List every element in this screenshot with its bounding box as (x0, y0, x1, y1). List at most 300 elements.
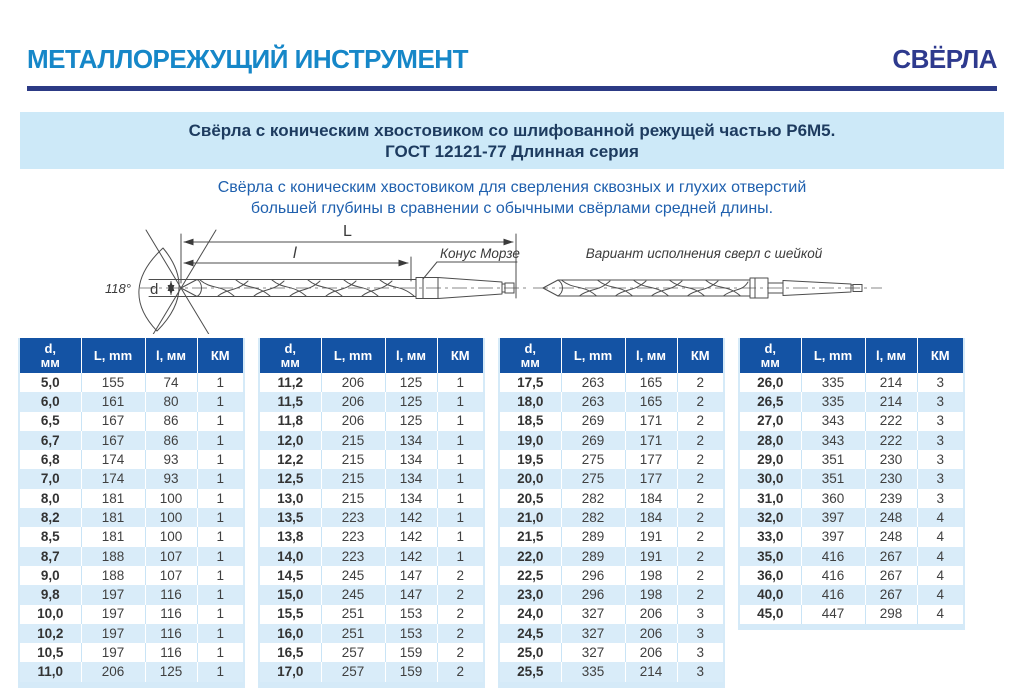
table-row (499, 373, 724, 392)
table-cell: 19,0 (499, 431, 561, 450)
table-cell: 343 (801, 431, 865, 450)
table-cell: 40,0 (739, 585, 801, 604)
table-cell: 26,5 (739, 392, 801, 411)
table-row (499, 624, 724, 643)
table-cell: 100 (145, 527, 197, 546)
table-cell: 116 (145, 624, 197, 643)
table-cell: 3 (917, 392, 964, 411)
table-cell: 13,8 (277, 529, 304, 545)
table-cell: 14,5 (277, 567, 304, 583)
table-row (499, 643, 724, 662)
table-cell: 351 (801, 450, 865, 469)
product-title-line2: ГОСТ 12121-77 Длинная серия (385, 141, 639, 161)
table-cell: 86 (145, 412, 197, 431)
table-cell: 296 (561, 566, 625, 585)
table-cell: 197 (81, 585, 145, 604)
table-row (19, 585, 244, 604)
table-row (739, 431, 964, 450)
table-row (739, 605, 964, 627)
table-cell: 6,8 (40, 452, 60, 468)
table-row (259, 431, 484, 450)
table-cell: 17,5 (517, 374, 544, 390)
table-cell: 36,0 (757, 567, 784, 583)
table-cell: 1 (197, 450, 244, 469)
table-cell: 31,0 (757, 490, 784, 506)
table-cell: 9,8 (19, 585, 81, 604)
table-row (19, 412, 244, 431)
drill-size-table-3 (498, 338, 725, 688)
table-row (499, 605, 724, 624)
drill-size-table-2 (258, 338, 485, 688)
table-cell: 269 (561, 412, 625, 431)
table-cell: 93 (145, 450, 197, 469)
table-cell: 16,0 (259, 624, 321, 643)
table-cell: 1 (197, 547, 244, 566)
table-cell: 2 (677, 527, 724, 546)
table-cell: 214 (865, 373, 917, 392)
table-row (19, 547, 244, 566)
product-title-line1: Свёрла с коническим хвостовиком со шлифованной режущей частью Р6М5. (188, 120, 836, 140)
table-cell: 198 (625, 566, 677, 585)
table-cell: 416 (801, 585, 865, 604)
column-header: L, mm (81, 338, 145, 373)
product-description (0, 177, 1024, 219)
table-row (259, 566, 484, 585)
column-header: КМ (197, 338, 244, 373)
table-row (739, 392, 964, 411)
table-cell: 1 (197, 469, 244, 488)
table-row (259, 469, 484, 488)
drill-drawing-svg (0, 220, 1024, 334)
flute-length-label: l (293, 245, 297, 262)
table-cell: 4 (917, 547, 964, 566)
table-cell: 167 (81, 412, 145, 431)
table-row (739, 508, 964, 527)
drill-size-table-4 (738, 338, 965, 630)
table-cell: 206 (81, 662, 145, 684)
table-cell: 134 (385, 431, 437, 450)
table-cell: 215 (321, 469, 385, 488)
table-cell: 327 (561, 643, 625, 662)
table-cell: 1 (197, 527, 244, 546)
table-cell: 6,7 (19, 431, 81, 450)
table-row (499, 547, 724, 566)
table-cell: 2 (677, 508, 724, 527)
table-cell: 416 (801, 547, 865, 566)
table-cell: 4 (917, 605, 964, 627)
section-title: МЕТАЛЛОРЕЖУЩИЙ ИНСТРУМЕНТ (27, 44, 468, 74)
table-cell: 263 (561, 392, 625, 411)
table-cell: 27,0 (757, 413, 784, 429)
table-cell: 2 (677, 392, 724, 411)
table-cell: 74 (145, 373, 197, 392)
page-header (27, 0, 997, 91)
table-cell: 33,0 (757, 529, 784, 545)
table-cell: 20,5 (517, 490, 544, 506)
table-cell: 3 (917, 431, 964, 450)
table-cell: 125 (145, 662, 197, 684)
table-cell: 26,0 (757, 374, 784, 390)
table-cell: 214 (625, 662, 677, 684)
table-cell: 245 (321, 566, 385, 585)
table-row (499, 527, 724, 546)
table-row (499, 566, 724, 585)
table-cell: 165 (625, 373, 677, 392)
table-cell: 80 (145, 392, 197, 411)
table-cell: 125 (385, 412, 437, 431)
table-row (739, 527, 964, 546)
table-cell: 177 (625, 469, 677, 488)
table-cell: 1 (197, 624, 244, 643)
table-cell: 223 (321, 547, 385, 566)
technical-drawing (0, 220, 1024, 334)
table-cell: 25,5 (499, 662, 561, 684)
table-cell: 10,0 (37, 606, 64, 622)
table-cell: 206 (321, 412, 385, 431)
table-cell: 3 (917, 412, 964, 431)
table-cell: 1 (197, 489, 244, 508)
table-cell: 1 (437, 450, 484, 469)
table-cell: 171 (625, 431, 677, 450)
table-cell: 24,5 (499, 624, 561, 643)
table-cell: 93 (145, 469, 197, 488)
table-cell: 184 (625, 489, 677, 508)
table-cell: 11,8 (277, 413, 304, 429)
table-cell: 267 (865, 566, 917, 585)
table-cell: 116 (145, 585, 197, 604)
table-cell: 1 (437, 392, 484, 411)
table-cell: 1 (437, 527, 484, 546)
tables-area (0, 338, 1024, 688)
table-row (259, 450, 484, 469)
table-cell: 153 (385, 605, 437, 624)
table-cell: 245 (321, 585, 385, 604)
table-cell: 15,5 (277, 606, 304, 622)
table-row (499, 392, 724, 411)
table-cell: 2 (677, 431, 724, 450)
table-cell: 5,0 (40, 374, 60, 390)
table-cell: 206 (321, 392, 385, 411)
column-header: l, мм (145, 338, 197, 373)
table-cell: 1 (197, 605, 244, 624)
table-cell: 1 (197, 412, 244, 431)
column-header: КМ (437, 338, 484, 373)
table-cell: 206 (625, 605, 677, 624)
table-cell: 4 (917, 508, 964, 527)
table-cell: 8,0 (40, 490, 60, 506)
table-cell: 153 (385, 624, 437, 643)
table-row (259, 643, 484, 662)
table-cell: 296 (561, 585, 625, 604)
table-cell: 171 (625, 412, 677, 431)
table-cell: 215 (321, 489, 385, 508)
table-cell: 206 (625, 624, 677, 643)
table-cell: 416 (801, 566, 865, 585)
table-cell: 10,2 (19, 624, 81, 643)
table-cell: 360 (801, 489, 865, 508)
table-row (739, 547, 964, 566)
table-cell: 2 (677, 412, 724, 431)
table-cell: 159 (385, 662, 437, 684)
drill-size-table-1 (18, 338, 245, 688)
table-row (19, 508, 244, 527)
table-cell: 24,0 (517, 606, 544, 622)
column-header: КМ (677, 338, 724, 373)
table-cell: 8,2 (19, 508, 81, 527)
table-cell: 267 (865, 585, 917, 604)
category-title: СВЁРЛА (892, 44, 997, 74)
table-cell: 327 (561, 624, 625, 643)
table-cell: 2 (677, 450, 724, 469)
table-cell: 3 (917, 373, 964, 392)
table-cell: 181 (81, 508, 145, 527)
point-angle-label: 118° (105, 281, 131, 296)
table-cell: 161 (81, 392, 145, 411)
table-cell: 206 (321, 373, 385, 392)
table-cell: 1 (197, 662, 244, 684)
table-cell: 251 (321, 605, 385, 624)
table-cell: 100 (145, 508, 197, 527)
table-row (739, 373, 964, 392)
table-cell: 3 (677, 624, 724, 643)
table-cell: 29,0 (757, 452, 784, 468)
table-row (19, 566, 244, 585)
table-row (499, 450, 724, 469)
table-row (19, 527, 244, 546)
table-row (739, 450, 964, 469)
table-cell: 248 (865, 508, 917, 527)
table-cell: 23,0 (499, 585, 561, 604)
table-cell: 11,0 (19, 662, 81, 684)
table-row (19, 605, 244, 624)
table-row (19, 643, 244, 662)
table-cell: 1 (197, 643, 244, 662)
table-cell: 2 (437, 585, 484, 604)
table-cell: 13,0 (277, 490, 304, 506)
table-row (499, 431, 724, 450)
table-row (19, 624, 244, 643)
column-header: КМ (917, 338, 964, 373)
table-cell: 1 (437, 431, 484, 450)
table-cell: 263 (561, 373, 625, 392)
table-row (499, 489, 724, 508)
table-row (499, 412, 724, 431)
overall-length-label: L (343, 223, 352, 240)
diameter-label: d (150, 281, 159, 298)
table-cell: 177 (625, 450, 677, 469)
table-cell: 21,0 (499, 508, 561, 527)
table-cell: 267 (865, 547, 917, 566)
table-cell: 25,0 (517, 645, 544, 661)
table-cell: 397 (801, 508, 865, 527)
table-cell: 222 (865, 431, 917, 450)
table-cell: 12,2 (277, 452, 304, 468)
table-cell: 188 (81, 547, 145, 566)
table-row (259, 547, 484, 566)
table-row (259, 489, 484, 508)
table-cell: 116 (145, 643, 197, 662)
table-cell: 230 (865, 469, 917, 488)
table-cell: 2 (677, 373, 724, 392)
table-cell: 223 (321, 508, 385, 527)
table-row (19, 489, 244, 508)
table-cell: 1 (197, 373, 244, 392)
table-cell: 16,5 (277, 645, 304, 661)
table-cell: 3 (677, 662, 724, 684)
product-title-banner (20, 112, 1004, 169)
table-cell: 134 (385, 489, 437, 508)
table-cell: 6,0 (19, 392, 81, 411)
table-cell: 197 (81, 605, 145, 624)
table-row (259, 412, 484, 431)
table-cell: 2 (677, 489, 724, 508)
table-cell: 18,5 (517, 413, 544, 429)
table-cell: 1 (437, 412, 484, 431)
table-cell: 4 (917, 527, 964, 546)
table-cell: 257 (321, 643, 385, 662)
table-cell: 28,0 (739, 431, 801, 450)
table-row (499, 662, 724, 684)
table-cell: 32,0 (739, 508, 801, 527)
table-row (499, 508, 724, 527)
table-cell: 343 (801, 412, 865, 431)
table-cell: 1 (437, 373, 484, 392)
table-cell: 257 (321, 662, 385, 684)
table-cell: 275 (561, 450, 625, 469)
table-cell: 3 (917, 450, 964, 469)
table-cell: 2 (437, 624, 484, 643)
table-cell: 1 (437, 547, 484, 566)
table-row (499, 585, 724, 604)
table-cell: 11,5 (259, 392, 321, 411)
table-cell: 1 (197, 508, 244, 527)
column-header: L, mm (561, 338, 625, 373)
table-cell: 21,5 (517, 529, 544, 545)
table-cell: 289 (561, 547, 625, 566)
table-row (259, 605, 484, 624)
table-row (739, 566, 964, 585)
table-cell: 197 (81, 643, 145, 662)
morse-taper-label: Конус Морзе (440, 246, 520, 261)
table-row (259, 662, 484, 684)
table-row (19, 431, 244, 450)
table-cell: 147 (385, 585, 437, 604)
table-cell: 198 (625, 585, 677, 604)
table-cell: 142 (385, 508, 437, 527)
table-cell: 215 (321, 431, 385, 450)
column-header: L, mm (801, 338, 865, 373)
table-cell: 1 (197, 566, 244, 585)
table-cell: 125 (385, 373, 437, 392)
table-row (259, 508, 484, 527)
table-cell: 167 (81, 431, 145, 450)
table-cell: 13,5 (259, 508, 321, 527)
table-cell: 107 (145, 547, 197, 566)
table-cell: 107 (145, 566, 197, 585)
table-cell: 335 (561, 662, 625, 684)
table-cell: 191 (625, 547, 677, 566)
table-cell: 12,5 (259, 469, 321, 488)
table-row (19, 373, 244, 392)
table-cell: 3 (917, 489, 964, 508)
table-cell: 282 (561, 508, 625, 527)
column-header: d, мм (259, 338, 321, 373)
table-cell: 14,0 (259, 547, 321, 566)
table-cell: 2 (677, 469, 724, 488)
table-cell: 275 (561, 469, 625, 488)
table-cell: 2 (437, 643, 484, 662)
table-cell: 165 (625, 392, 677, 411)
table-cell: 3 (917, 469, 964, 488)
table-cell: 12,0 (259, 431, 321, 450)
table-cell: 155 (81, 373, 145, 392)
column-header: L, mm (321, 338, 385, 373)
table-cell: 1 (437, 489, 484, 508)
table-cell: 181 (81, 489, 145, 508)
table-cell: 191 (625, 527, 677, 546)
table-cell: 2 (677, 566, 724, 585)
table-cell: 181 (81, 527, 145, 546)
table-cell: 397 (801, 527, 865, 546)
description-line2: большей глубины в сравнении с обычными свёрлами средней длины. (250, 200, 774, 217)
table-cell: 7,0 (19, 469, 81, 488)
table-cell: 335 (801, 392, 865, 411)
table-cell: 2 (437, 605, 484, 624)
column-header: l, мм (865, 338, 917, 373)
table-cell: 206 (625, 643, 677, 662)
table-cell: 18,0 (499, 392, 561, 411)
table-cell: 11,2 (277, 374, 304, 390)
table-cell: 2 (437, 566, 484, 585)
table-cell: 222 (865, 412, 917, 431)
table-cell: 134 (385, 469, 437, 488)
table-cell: 4 (917, 585, 964, 604)
table-cell: 30,0 (739, 469, 801, 488)
table-cell: 134 (385, 450, 437, 469)
table-cell: 2 (437, 662, 484, 684)
table-cell: 230 (865, 450, 917, 469)
table-cell: 248 (865, 527, 917, 546)
table-cell: 20,0 (499, 469, 561, 488)
table-cell: 15,0 (259, 585, 321, 604)
table-cell: 1 (437, 508, 484, 527)
table-cell: 86 (145, 431, 197, 450)
table-cell: 116 (145, 605, 197, 624)
table-row (739, 412, 964, 431)
table-cell: 19,5 (517, 452, 544, 468)
column-header: d, мм (499, 338, 561, 373)
table-cell: 100 (145, 489, 197, 508)
table-row (739, 469, 964, 488)
table-cell: 174 (81, 450, 145, 469)
table-cell: 289 (561, 527, 625, 546)
table-cell: 147 (385, 566, 437, 585)
table-cell: 2 (677, 585, 724, 604)
table-cell: 174 (81, 469, 145, 488)
table-cell: 197 (81, 624, 145, 643)
table-row (19, 392, 244, 411)
table-cell: 223 (321, 527, 385, 546)
table-row (259, 624, 484, 643)
table-cell: 159 (385, 643, 437, 662)
table-cell: 1 (437, 469, 484, 488)
table-cell: 335 (801, 373, 865, 392)
table-row (739, 585, 964, 604)
column-header: l, мм (625, 338, 677, 373)
table-cell: 8,5 (40, 529, 60, 545)
table-row (259, 527, 484, 546)
table-cell: 447 (801, 605, 865, 627)
